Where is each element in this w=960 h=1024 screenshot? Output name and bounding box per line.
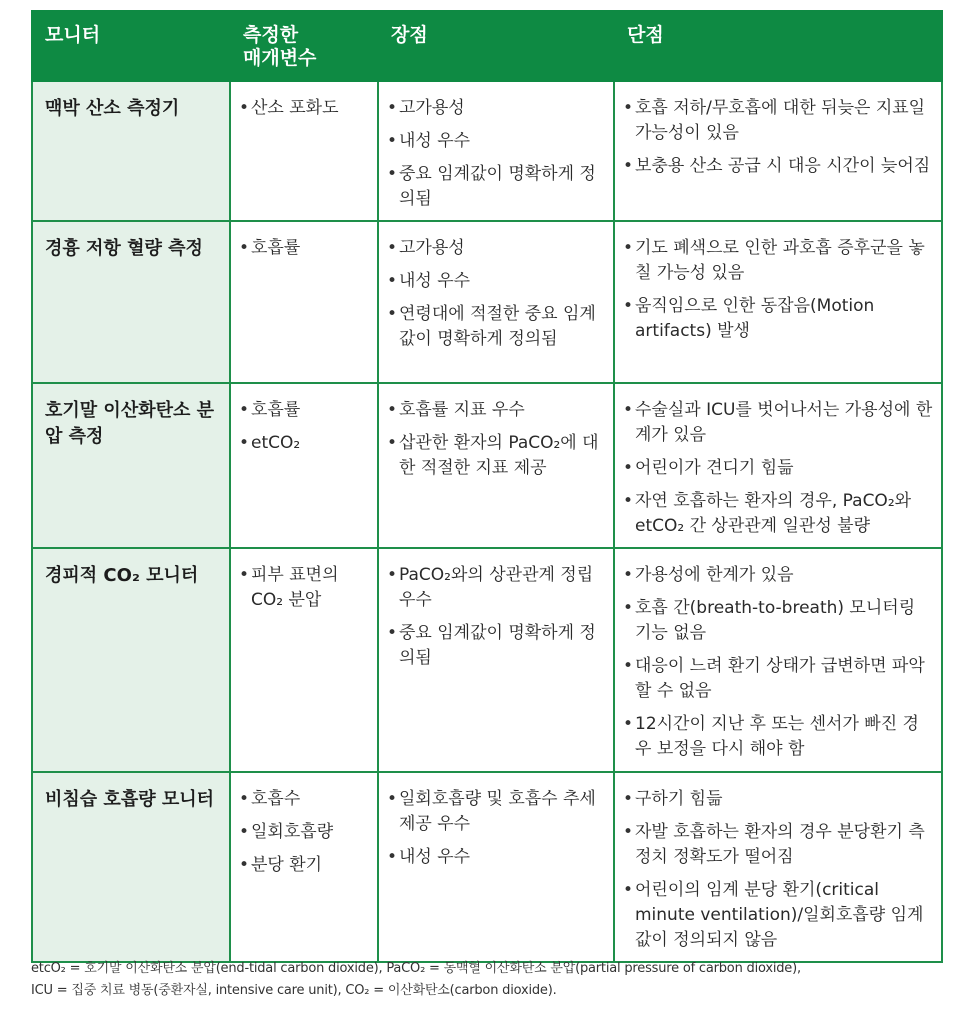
disadvantage-item: • 대응이 느려 환기 상태가 급변하면 파악할 수 없음: [623, 654, 933, 704]
disadvantage-item: • 호흡 저하/무호흡에 대한 뒤늦은 지표일 가능성이 있음: [623, 96, 933, 146]
footnote-line-2: ICU = 집중 치료 병동(중환자실, intensive care unit), CO₂ = 이산화탄소(carbon dioxide).: [31, 983, 557, 998]
table-header: [32, 11, 942, 81]
disadvantage-item: • 움직임으로 인한 동잡음(Motion artifacts) 발생: [623, 294, 933, 344]
monitor-comparison-table: [31, 10, 943, 963]
table-row: [32, 548, 942, 772]
disadvantage-list: [623, 96, 933, 179]
advantage-item: • 내성 우수: [387, 845, 605, 870]
disadvantage-item: • 자발 호흡하는 환자의 경우 분당환기 측정치 정확도가 떨어짐: [623, 820, 933, 870]
disadvantage-list: [623, 236, 933, 344]
advantage-item: • 중요 임계값이 명확하게 정의됨: [387, 162, 605, 212]
advantage-list: [387, 563, 605, 671]
header-parameter: 측정한 매개변수: [230, 11, 378, 81]
header-row: [32, 11, 942, 81]
parameter-item: • 호흡률: [239, 236, 369, 261]
monitor-name-cell: 호기말 이산화탄소 분압 측정: [32, 383, 230, 548]
header-disadvantages: 단점: [614, 11, 942, 81]
advantage-item: • 고가용성: [387, 236, 605, 261]
disadvantage-item: • 호흡 간(breath-to-breath) 모니터링 기능 없음: [623, 596, 933, 646]
parameter-cell: [230, 221, 378, 383]
monitor-name-cell: 경피적 CO₂ 모니터: [32, 548, 230, 772]
monitor-name-cell: 맥박 산소 측정기: [32, 81, 230, 221]
parameter-item: • etCO₂: [239, 431, 369, 456]
advantage-cell: [378, 772, 614, 962]
advantage-list: [387, 236, 605, 352]
monitor-name-cell: 비침습 호흡량 모니터: [32, 772, 230, 962]
parameter-list: [239, 236, 369, 261]
footnote-line-1: etcO₂ = 호기말 이산화탄소 분압(end-tidal carbon dioxide), PaCO₂ = 동맥혈 이산화탄소 분압(partial pressure of carbon dioxide),: [31, 961, 801, 976]
disadvantage-item: • 가용성에 한계가 있음: [623, 563, 933, 588]
parameter-cell: [230, 772, 378, 962]
parameter-item: • 일회호흡량: [239, 820, 369, 845]
disadvantage-list: [623, 563, 933, 762]
disadvantage-item: • 자연 호흡하는 환자의 경우, PaCO₂와 etCO₂ 간 상관관계 일관성 불량: [623, 489, 933, 539]
disadvantage-item: • 구하기 힘듦: [623, 787, 933, 812]
parameter-list: [239, 787, 369, 878]
disadvantage-cell: [614, 81, 942, 221]
disadvantage-cell: [614, 383, 942, 548]
disadvantage-cell: [614, 221, 942, 383]
parameter-cell: [230, 81, 378, 221]
table-row: [32, 221, 942, 383]
table-row: [32, 383, 942, 548]
disadvantage-item: • 어린이의 임계 분당 환기(critical minute ventilation)/일회호흡량 임계값이 정의되지 않음: [623, 878, 933, 953]
parameter-item: • 피부 표면의 CO₂ 분압: [239, 563, 369, 613]
parameter-cell: [230, 548, 378, 772]
table-body: [32, 81, 942, 962]
parameter-list: [239, 96, 369, 121]
advantage-cell: [378, 221, 614, 383]
advantage-list: [387, 787, 605, 870]
disadvantage-list: [623, 398, 933, 539]
disadvantage-item: • 수술실과 ICU를 벗어나서는 가용성에 한계가 있음: [623, 398, 933, 448]
parameter-item: • 호흡수: [239, 787, 369, 812]
table-row: [32, 772, 942, 962]
header-monitor: 모니터: [32, 11, 230, 81]
monitor-name-cell: 경흉 저항 혈량 측정: [32, 221, 230, 383]
parameter-item: • 호흡률: [239, 398, 369, 423]
parameter-cell: [230, 383, 378, 548]
advantage-item: • PaCO₂와의 상관관계 정립 우수: [387, 563, 605, 613]
advantage-item: • 일회호흡량 및 호흡수 추세 제공 우수: [387, 787, 605, 837]
parameter-list: [239, 398, 369, 456]
monitor-comparison-table-wrapper: [31, 10, 941, 963]
disadvantage-item: • 기도 폐색으로 인한 과호흡 증후군을 놓칠 가능성 있음: [623, 236, 933, 286]
disadvantage-list: [623, 787, 933, 953]
advantage-item: • 삽관한 환자의 PaCO₂에 대한 적절한 지표 제공: [387, 431, 605, 481]
advantage-cell: [378, 548, 614, 772]
advantage-item: • 고가용성: [387, 96, 605, 121]
parameter-item: • 산소 포화도: [239, 96, 369, 121]
advantage-item: • 호흡률 지표 우수: [387, 398, 605, 423]
parameter-list: [239, 563, 369, 613]
advantage-cell: [378, 383, 614, 548]
footnote: [31, 958, 941, 1002]
disadvantage-cell: [614, 548, 942, 772]
header-advantages: 장점: [378, 11, 614, 81]
disadvantage-item: • 보충용 산소 공급 시 대응 시간이 늦어짐: [623, 154, 933, 179]
advantage-cell: [378, 81, 614, 221]
table-row: [32, 81, 942, 221]
disadvantage-item: • 어린이가 견디기 힘듦: [623, 456, 933, 481]
disadvantage-item: • 12시간이 지난 후 또는 센서가 빠진 경우 보정을 다시 해야 함: [623, 712, 933, 762]
advantage-item: • 중요 임계값이 명확하게 정의됨: [387, 621, 605, 671]
advantage-item: • 내성 우수: [387, 129, 605, 154]
advantage-list: [387, 96, 605, 212]
disadvantage-cell: [614, 772, 942, 962]
advantage-item: • 내성 우수: [387, 269, 605, 294]
advantage-item: • 연령대에 적절한 중요 임계값이 명확하게 정의됨: [387, 302, 605, 352]
advantage-list: [387, 398, 605, 481]
parameter-item: • 분당 환기: [239, 853, 369, 878]
